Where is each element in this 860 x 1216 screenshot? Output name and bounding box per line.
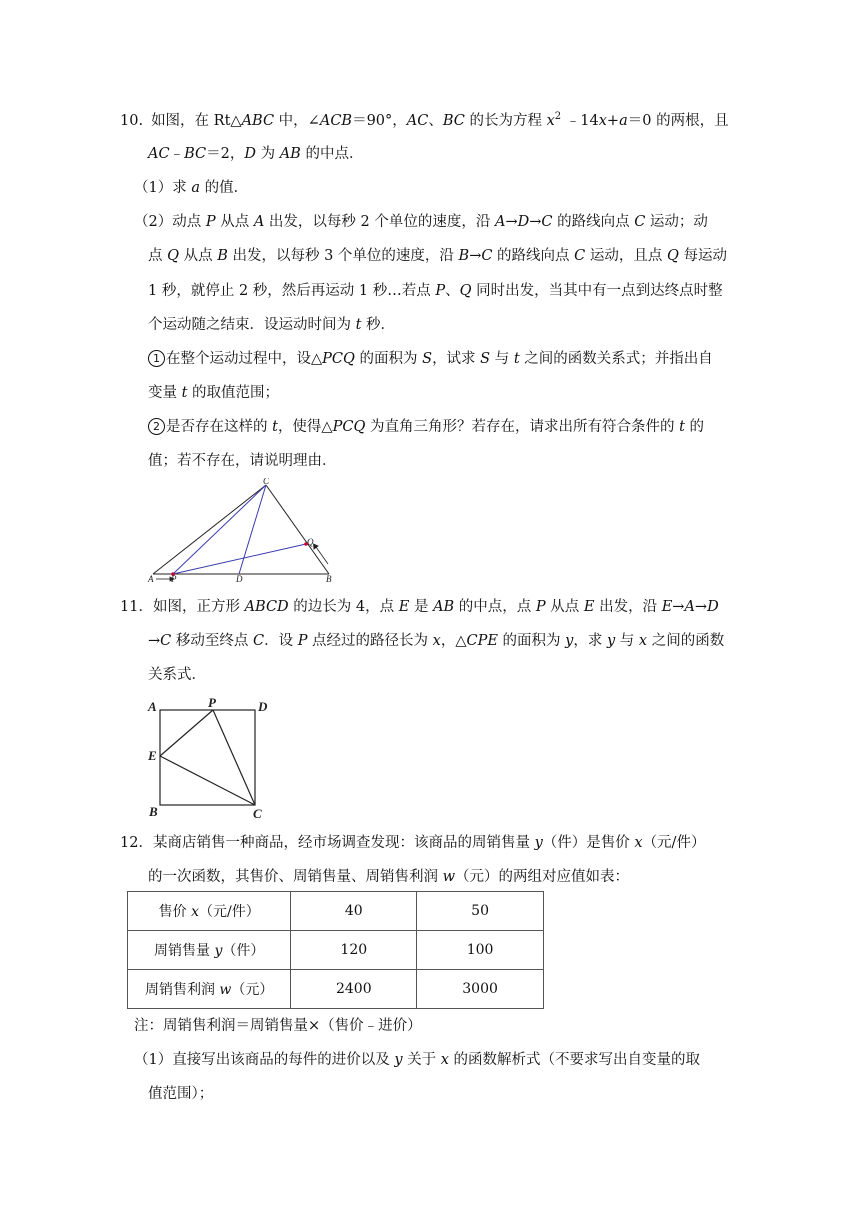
label-D: D	[236, 574, 243, 584]
p11-stem-line2: →C 移动至终点 C．设 P 点经过的路径长为 x，△CPE 的面积为 y，求 y 与 x 之间的函数	[148, 633, 725, 649]
row-label: 周销售量 y（件）	[128, 931, 291, 970]
p10-question2-line2: 点 Q 从点 B 出发，以每秒 3 个单位的速度，沿 B→C 的路线向点 C 运动，且点 Q 每运动	[148, 248, 727, 264]
segment-EP	[160, 710, 213, 756]
row-label: 售价 x（元/件）	[128, 892, 291, 931]
table-cell: 50	[417, 892, 544, 931]
square-ABCD	[160, 710, 255, 805]
table-cell: 40	[291, 892, 417, 931]
p10-subquestion2-line1: 2 是否存在这样的 t，使得△PCQ 为直角三角形？若存在，请求出所有符合条件的 t 的	[148, 417, 704, 437]
p10-stem-line2: AC﹣BC＝2，D 为 AB 的中点．	[148, 146, 364, 162]
p10-question2-line3: 1 秒，就停止 2 秒，然后再运动 1 秒…若点 P、Q 同时出发，当其中有一点到达终点时整	[148, 283, 723, 299]
p10-question1: （1）求 a 的值．	[134, 180, 249, 196]
table-cell: 2400	[291, 970, 417, 1009]
arrow-B-to-C	[314, 544, 329, 564]
segment-EC	[160, 756, 255, 805]
p12-question1-line1: （1）直接写出该商品的每件的进价以及 y 关于 x 的函数解析式（不要求写出自变量的取	[134, 1052, 701, 1068]
label-B: B	[149, 804, 158, 819]
label-A: A	[148, 574, 154, 584]
p12-note: 注：周销售利润＝周销售量×（售价﹣进价）	[134, 1018, 422, 1034]
row-label: 周销售利润 w（元）	[128, 970, 291, 1009]
p10-figure	[145, 478, 340, 584]
label-C: C	[253, 806, 262, 821]
label-C: C	[263, 478, 270, 486]
segment-PQ	[173, 544, 306, 574]
table-row	[128, 970, 544, 1009]
label-P: P	[171, 574, 177, 584]
segment-BC	[266, 485, 329, 574]
p12-question1-line2: 值范围）；	[148, 1086, 214, 1102]
table-cell: 100	[417, 931, 544, 970]
p10-subquestion1-line2: 变量 t 的取值范围；	[148, 385, 280, 401]
p10-question2-line1: （2）动点 P 从点 A 出发，以每秒 2 个单位的速度，沿 A→D→C 的路线向点 C 运动；动	[134, 214, 708, 230]
label-B: B	[326, 574, 332, 584]
table-row	[128, 892, 544, 931]
p11-stem-line1: 11．如图，正方形 ABCD 的边长为 4，点 E 是 AB 的中点，点 P 从点 E 出发，沿 E→A→D	[120, 599, 719, 615]
table-cell: 3000	[417, 970, 544, 1009]
p10-subquestion2-line2: 值；若不存在，请说明理由．	[148, 453, 337, 469]
label-Q: Q	[307, 537, 314, 547]
label-E: E	[148, 748, 157, 763]
p12-stem-line1: 12．某商店销售一种商品，经市场调查发现：该商品的周销售量 y（件）是售价 x（元/件）	[120, 835, 706, 851]
segment-PC	[213, 710, 255, 805]
table-cell: 120	[291, 931, 417, 970]
label-P: P	[208, 695, 216, 710]
circled-number-2: 2	[148, 418, 165, 435]
p12-stem-line2: 的一次函数，其售价、周销售量、周销售利润 w（元）的两组对应值如表：	[148, 869, 630, 885]
circled-number-1: 1	[148, 350, 165, 367]
p10-subquestion1-line1: 1 在整个运动过程中，设△PCQ 的面积为 S，试求 S 与 t 之间的函数关系式；并指出自	[148, 349, 713, 369]
p11-figure	[145, 694, 275, 822]
label-A: A	[148, 699, 157, 714]
p10-question2-line4: 个运动随之结束．设运动时间为 t 秒．	[148, 317, 396, 333]
label-D: D	[258, 699, 268, 714]
price-sales-table	[127, 891, 544, 1009]
p11-stem-line3: 关系式．	[148, 667, 206, 683]
segment-AC	[153, 485, 266, 574]
p10-stem-line1: 10. 如图，在 Rt△ABC 中，∠ACB＝90°，AC、BC 的长为方程 $x^2$ ﹣14x+a＝0 的两根，且	[120, 111, 729, 129]
table-row	[128, 931, 544, 970]
